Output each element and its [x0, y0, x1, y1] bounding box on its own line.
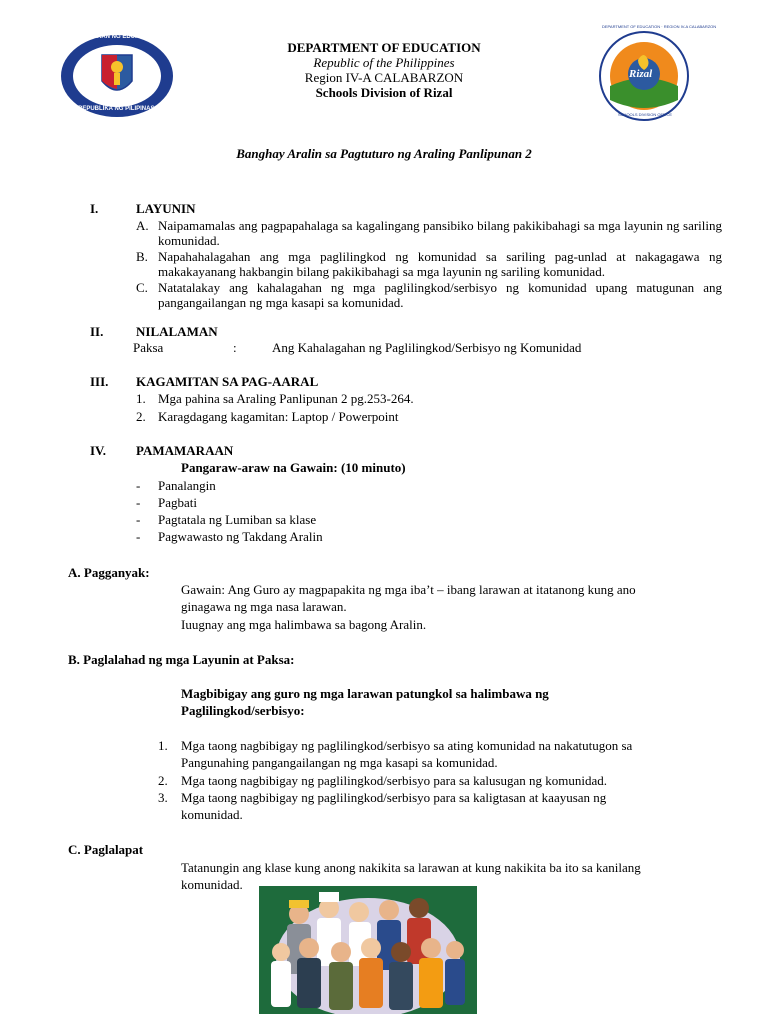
paglalapat-line: Tatanungin ang klase kung anong nakikita sa larawan at kung nakikita ba ito sa kanilang: [181, 860, 641, 875]
paglalahad-item-line: Mga taong nagbibigay ng paglilingkod/serbisyo sa ating komunidad na nakatutugon sa: [181, 738, 633, 753]
left-seal-top-text: KAGAWARAN NG EDUKASYON: [70, 34, 161, 40]
paksa-value: Ang Kahalagahan ng Paglilingkod/Serbisyo ng Komunidad: [272, 340, 582, 355]
layunin-item-letter: C.: [136, 280, 148, 295]
pagganyak-line: Iuugnay ang mga halimbawa sa bagong Aralin.: [181, 617, 427, 632]
kagamitan-item-number: 2.: [136, 409, 146, 424]
paglalapat-line: komunidad.: [181, 877, 243, 892]
republic-line: Republic of the Philippines: [313, 55, 455, 70]
right-seal-top-text: DEPARTMENT OF EDUCATION · REGION IV-A CALABARZON: [602, 24, 717, 29]
pamamaraan-subheading: Pangaraw-araw na Gawain: (10 minuto): [181, 460, 406, 475]
paglalahad-item-number: 1.: [158, 738, 168, 753]
right-seal-bottom-text: SCHOOLS DIVISION OFFICE: [618, 112, 673, 117]
list-item: Pagbati: [158, 495, 197, 510]
paksa-label: Paksa: [133, 340, 164, 355]
paglalahad-item-line: Mga taong nagbibigay ng paglilingkod/serbisyo para sa kalusugan ng komunidad.: [181, 773, 608, 788]
section-number-2: II.: [90, 324, 104, 339]
pagganyak-line: ginagawa ng mga nasa larawan.: [181, 599, 347, 614]
rizal-seal-word: Rizal: [629, 68, 653, 80]
section-number-4: IV.: [90, 443, 107, 458]
nilalaman-heading: NILALAMAN: [136, 324, 218, 339]
layunin-item-text: Natatalakay ang kahalagahan ng mga paglilingkod/serbisyo ng komunidad upang matugunan ang pangangailangan ng mga kasapi sa komunidad.: [158, 280, 722, 310]
layunin-item-letter: B.: [136, 249, 148, 264]
kagamitan-item-text: Karagdagang kagamitan: Laptop / Powerpoint: [158, 409, 399, 424]
paglalahad-intro-line-2: Paglilingkod/serbisyo:: [181, 703, 305, 718]
list-dash: -: [136, 495, 141, 510]
pagganyak-line: Gawain: Ang Guro ay magpapakita ng mga iba’t – ibang larawan at itatanong kung ano: [181, 582, 636, 597]
department-title: DEPARTMENT OF EDUCATION: [287, 40, 481, 55]
pamamaraan-heading: PAMAMARAAN: [136, 443, 234, 458]
list-dash: -: [136, 478, 141, 493]
section-number-1: I.: [90, 201, 99, 216]
layunin-item-text: Naipamamalas ang pagpapahalaga sa kagalingang pansibiko bilang pakikibahagi sa mga layunin ng sariling komunidad.: [158, 218, 722, 248]
paglalahad-item-line: Pangunahing pangangailangan ng mga kasapi sa komunidad.: [181, 755, 498, 770]
kagamitan-item-text: Mga pahina sa Araling Panlipunan 2 pg.253-264.: [158, 391, 414, 406]
list-item: Pagtatala ng Lumiban sa klase: [158, 512, 317, 527]
layunin-item-text: Napahahalagahan ang mga paglilingkod ng komunidad sa sariling pag-unlad at nakagagawa ng makakayanang hakbangin bilang pakikibahagi sa mga layunin ng sariling komunidad.: [158, 249, 722, 279]
layunin-heading: LAYUNIN: [136, 201, 196, 216]
region-line: Region IV-A CALABARZON: [304, 70, 464, 85]
paglalahad-heading: B. Paglalahad ng mga Layunin at Paksa:: [68, 652, 295, 667]
paglalahad-item-number: 2.: [158, 773, 168, 788]
list-dash: -: [136, 512, 141, 527]
section-number-3: III.: [90, 374, 109, 389]
list-item: Pagwawasto ng Takdang Aralin: [158, 529, 323, 544]
community-helpers-image: [259, 886, 477, 1014]
kagamitan-heading: KAGAMITAN SA PAG-AARAL: [136, 374, 319, 389]
list-item: Panalangin: [158, 478, 216, 493]
kagamitan-item-number: 1.: [136, 391, 146, 406]
pagganyak-heading: A. Pagganyak:: [68, 565, 150, 580]
paksa-colon: :: [233, 340, 237, 355]
division-line: Schools Division of Rizal: [315, 85, 453, 100]
paglalahad-item-line: Mga taong nagbibigay ng paglilingkod/serbisyo para sa kaligtasan at kaayusan ng: [181, 790, 607, 805]
list-dash: -: [136, 529, 141, 544]
paglalapat-heading: C. Paglalapat: [68, 842, 144, 857]
left-seal-bottom-text: REPUBLIKA NG PILIPINAS: [78, 106, 155, 112]
paglalahad-item-number: 3.: [158, 790, 168, 805]
paglalahad-intro-line-1: Magbibigay ang guro ng mga larawan patungkol sa halimbawa ng: [181, 686, 549, 701]
document-title: Banghay Aralin sa Pagtuturo ng Araling Panlipunan 2: [236, 146, 532, 161]
paglalahad-item-line: komunidad.: [181, 807, 243, 822]
layunin-item-letter: A.: [136, 218, 149, 233]
